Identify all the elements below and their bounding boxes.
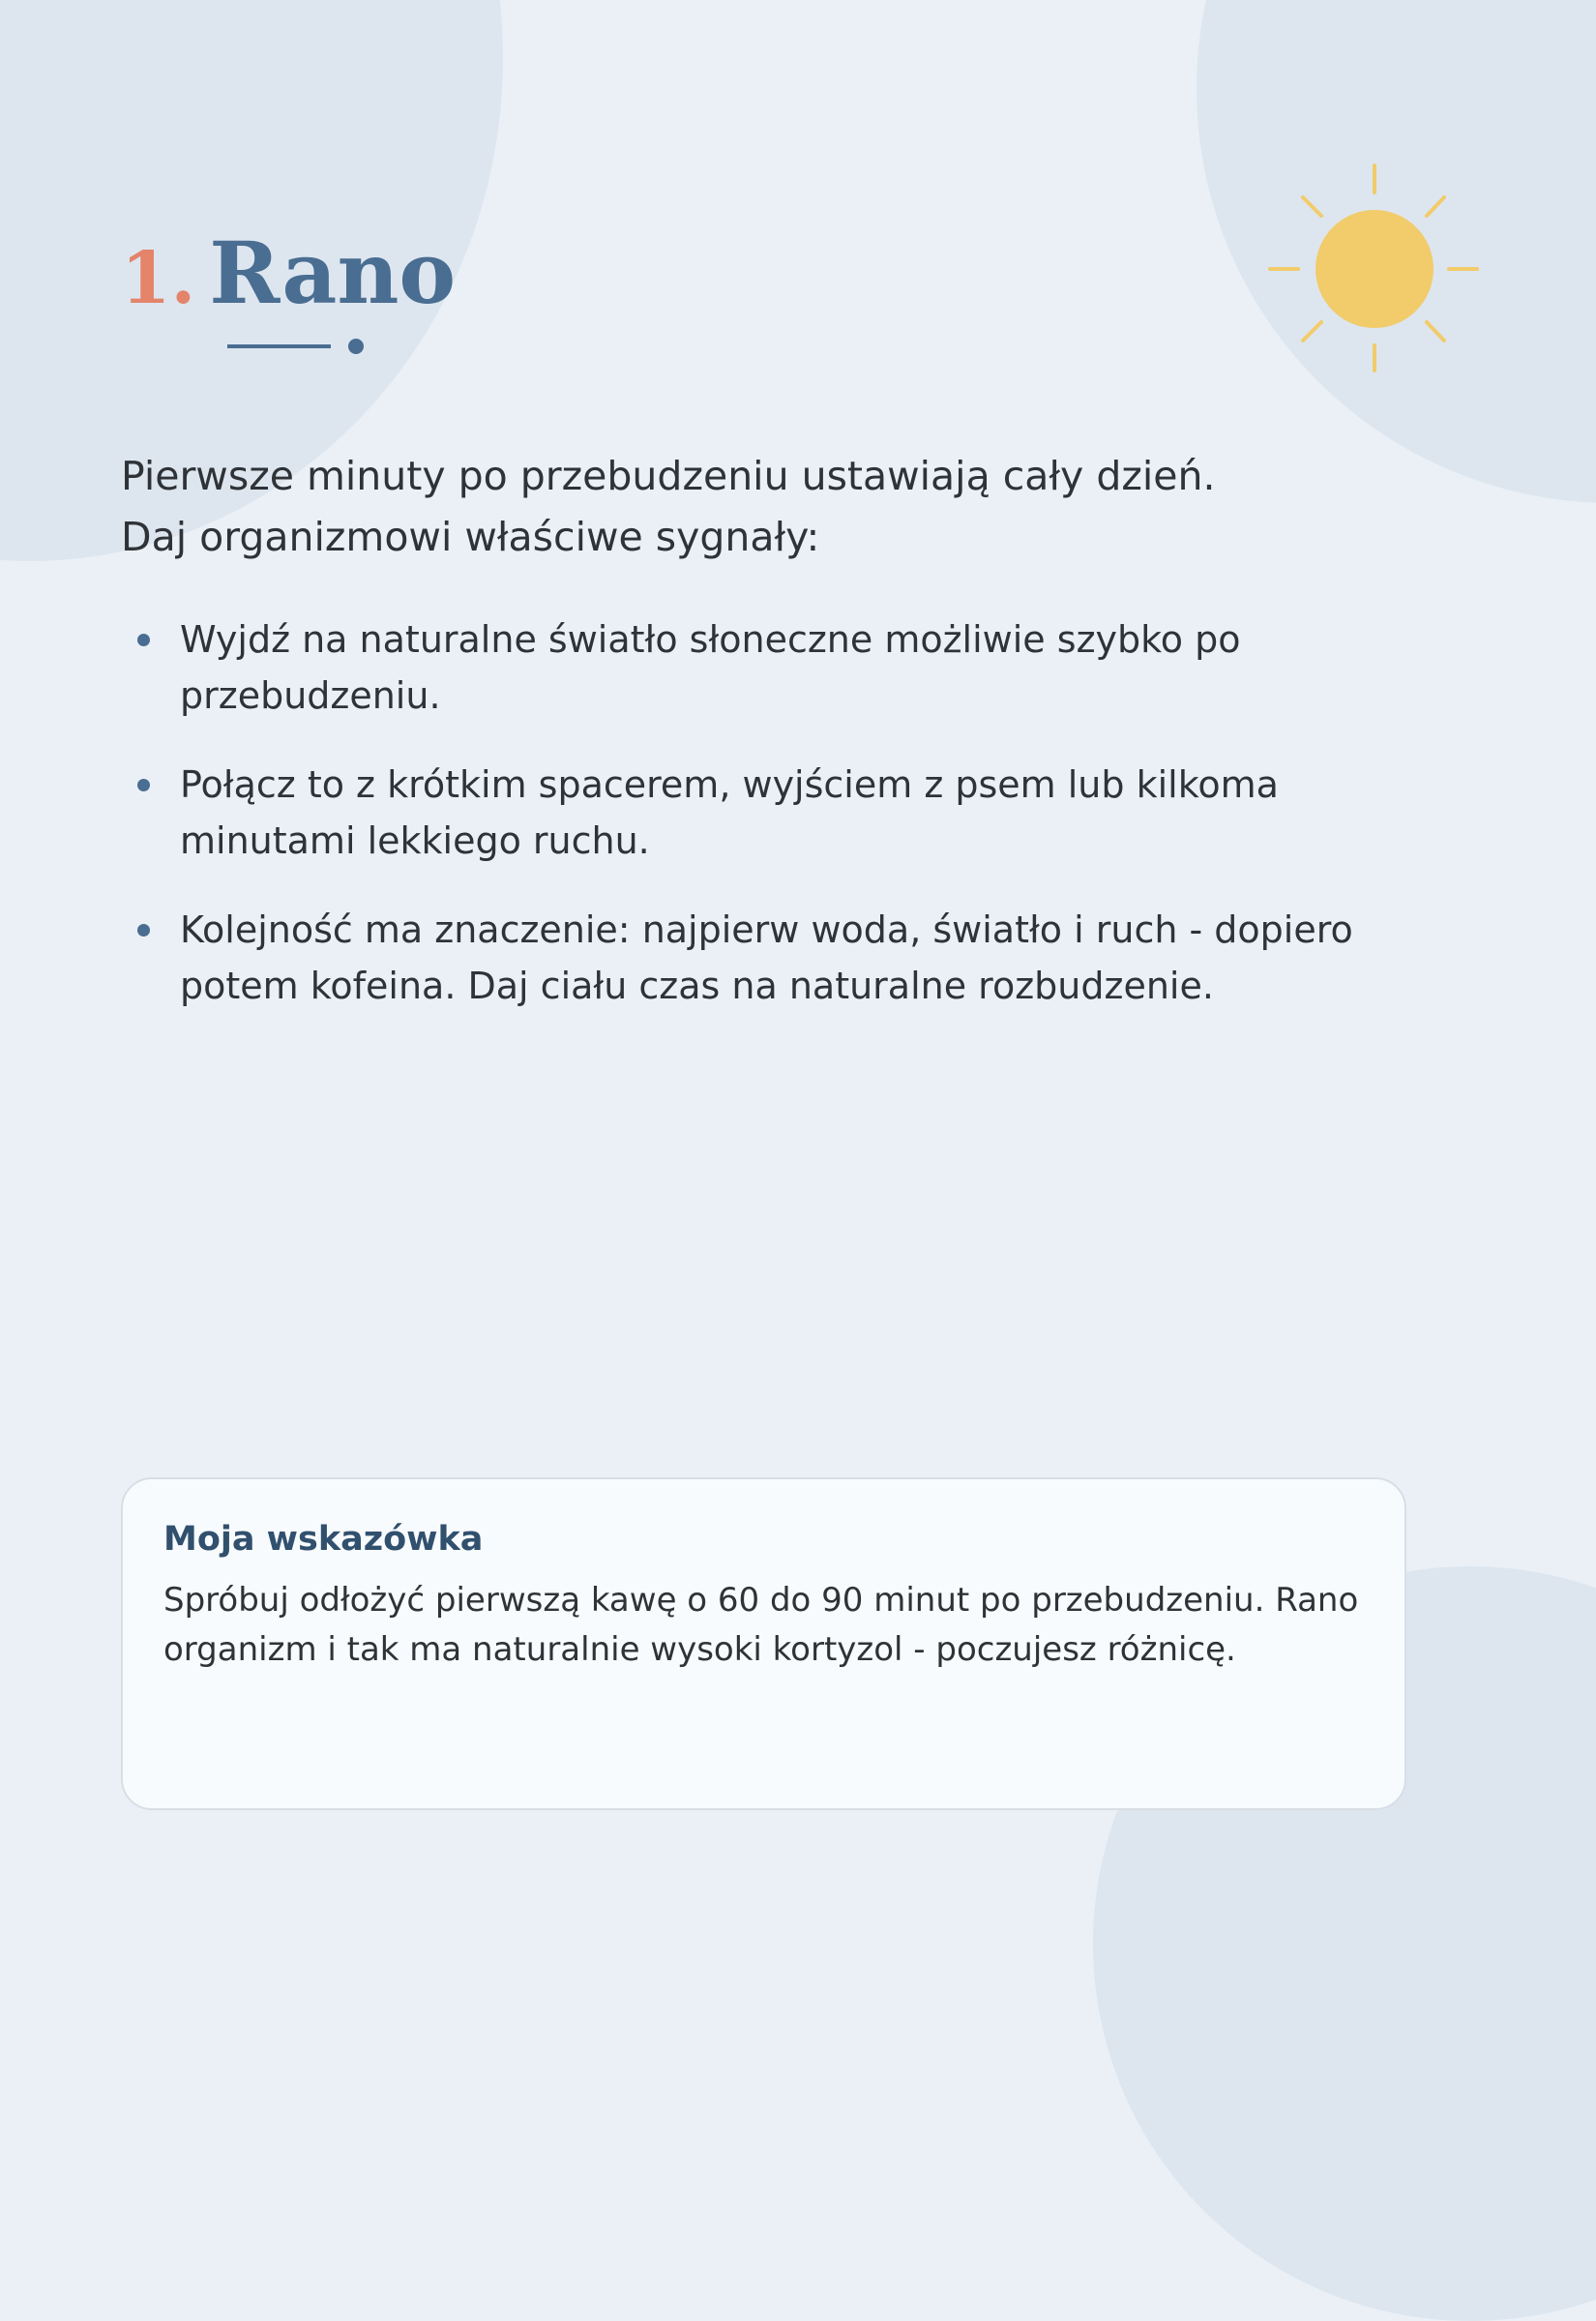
intro-paragraph xyxy=(121,446,1378,568)
list-item xyxy=(121,757,1378,869)
list-item-text: Kolejność ma znaczenie: najpierw woda, światło i ruch - dopiero potem kofeina. Daj ciału czas na naturalne rozbudzenie. xyxy=(180,908,1353,1007)
tips-list xyxy=(121,611,1378,1047)
section-number: 1. xyxy=(121,237,196,320)
tip-card xyxy=(121,1477,1406,1810)
sun-icon xyxy=(1267,163,1480,375)
list-item-text: Połącz to z krótkim spacerem, wyjściem z psem lub kilkoma minutami lekkiego ruchu. xyxy=(180,763,1279,862)
section-heading xyxy=(121,223,457,323)
intro-line-2: Daj organizmowi właściwe sygnały: xyxy=(121,514,820,560)
heading-underline xyxy=(227,344,331,348)
tip-title: Moja wskazówka xyxy=(163,1520,484,1559)
tip-text: Spróbuj odłożyć pierwszą kawę o 60 do 90 minut po przebudzeniu. Rano organizm i tak ma naturalnie wysoki kortyzol - poczujesz różnicę. xyxy=(163,1581,1359,1669)
list-item xyxy=(121,611,1378,724)
bullet-icon xyxy=(137,634,150,646)
heading-dot xyxy=(348,339,364,354)
list-item xyxy=(121,902,1378,1014)
bullet-icon xyxy=(137,924,150,937)
intro-line-1: Pierwsze minuty po przebudzeniu ustawiają cały dzień. xyxy=(121,453,1216,499)
bullet-icon xyxy=(137,779,150,791)
section-title: Rano xyxy=(209,223,457,323)
list-item-text: Wyjdź na naturalne światło słoneczne możliwie szybko po przebudzeniu. xyxy=(180,618,1241,717)
